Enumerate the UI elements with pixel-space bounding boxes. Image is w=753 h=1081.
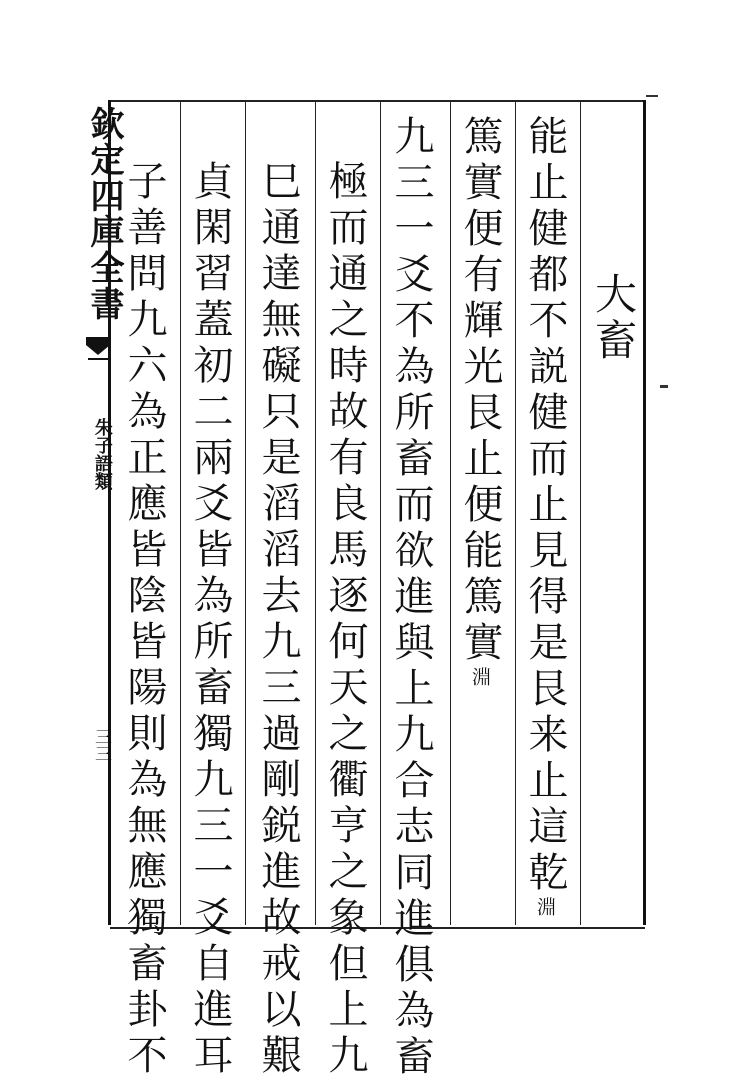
column-rule-6 xyxy=(515,100,516,925)
text-column-3 xyxy=(388,115,434,1081)
column-rule-2 xyxy=(245,100,246,925)
column-rule-1 xyxy=(180,100,181,925)
column-text: 巳通達無礙只是滔滔去九三過剛鋭進故戒以艱 xyxy=(255,160,301,1080)
column-rule-5 xyxy=(450,100,451,925)
text-column-2 xyxy=(457,115,507,686)
text-column-6 xyxy=(187,160,233,1080)
column-note: 淵 xyxy=(534,897,556,916)
column-rule-7 xyxy=(580,100,581,925)
margin-sub-title: 朱子語類 xyxy=(91,418,113,490)
frame-right-rule xyxy=(643,100,646,925)
section-title: 大畜 xyxy=(589,272,638,364)
column-text: 貞閑習蓋初二兩爻皆為所畜獨九三一爻自進耳 xyxy=(187,160,233,1080)
column-text: 篤實便有輝光艮止便能篤實 xyxy=(457,115,503,667)
text-column-5 xyxy=(255,160,301,1080)
scan-mark xyxy=(660,385,668,388)
column-text: 能止健都不説健而止見得是艮来止這乾 xyxy=(522,115,568,897)
column-text: 九三一爻不為所畜而欲進與上九合志同進俱為畜 xyxy=(388,115,434,1081)
margin-page-number: 三三 xyxy=(91,728,111,762)
column-text: 極而通之時故有良馬逐何天之衢亨之象但上九 xyxy=(322,160,368,1080)
text-column-1 xyxy=(522,115,572,916)
margin-book-title: 欽定四庫全書 xyxy=(84,106,124,322)
column-note: 淵 xyxy=(469,667,491,686)
text-column-4 xyxy=(322,160,368,1080)
column-rule-4 xyxy=(380,100,381,925)
fish-tail-mark-icon xyxy=(84,335,112,363)
text-column-7 xyxy=(121,160,167,1080)
column-text: 子善問九六為正應皆陰皆陽則為無應獨畜卦不 xyxy=(121,160,167,1080)
scan-mark xyxy=(646,95,658,97)
column-rule-3 xyxy=(315,100,316,925)
